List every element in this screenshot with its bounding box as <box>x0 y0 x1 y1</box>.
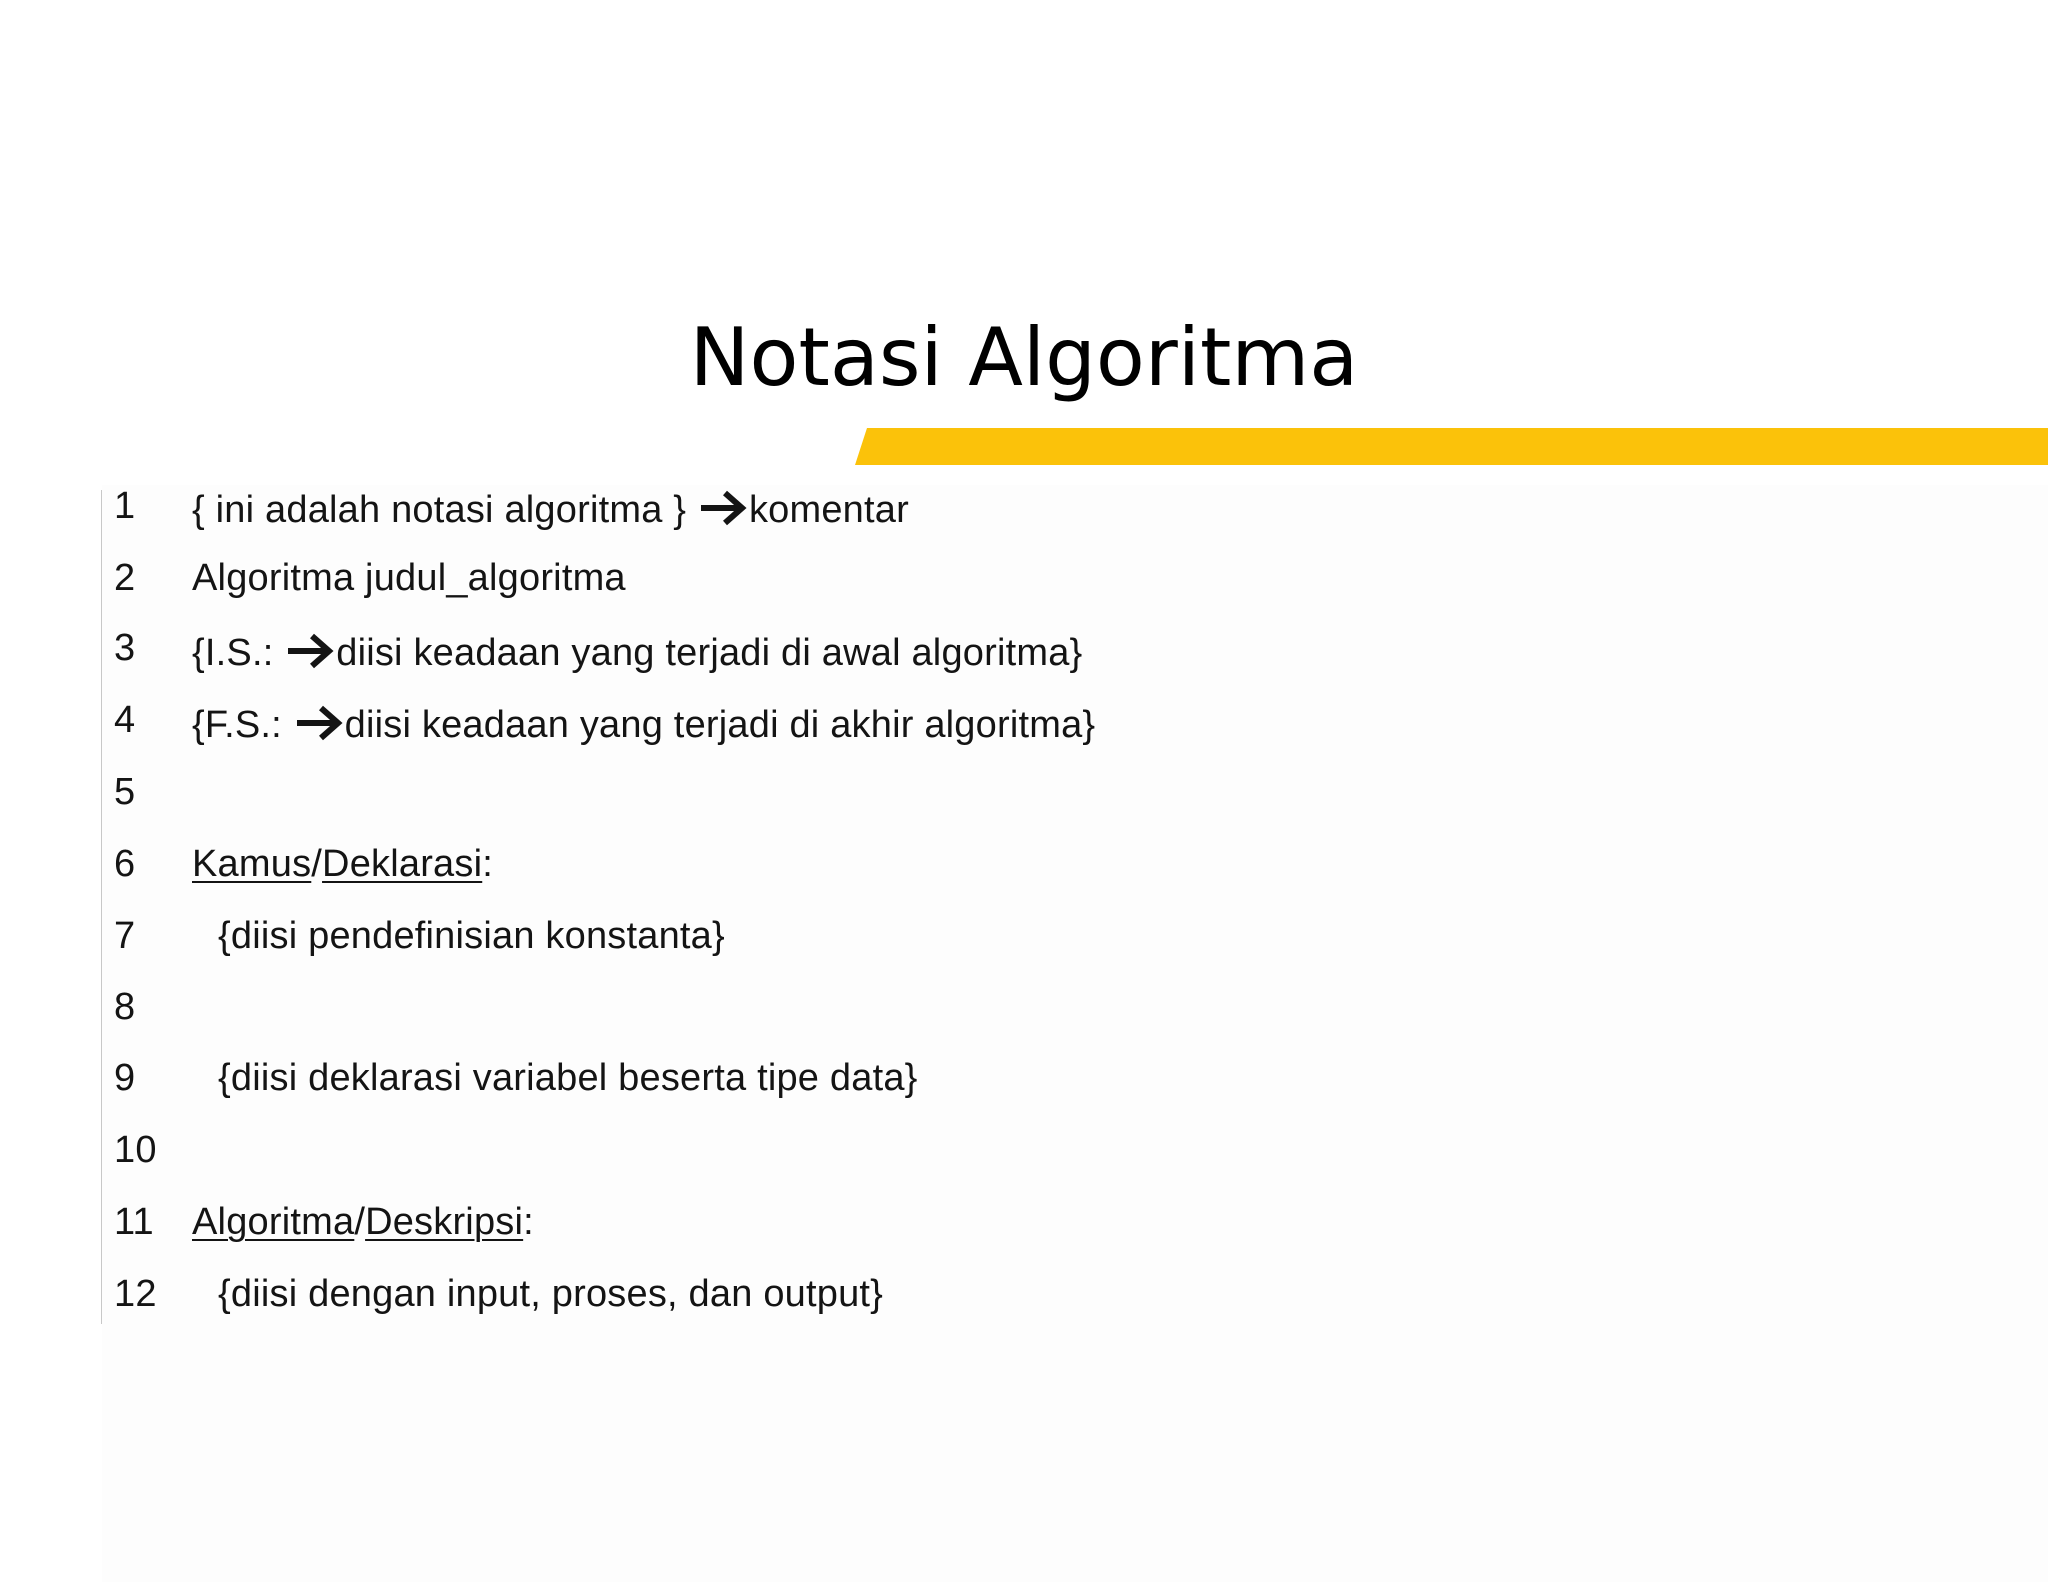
line-number: 10 <box>114 1129 157 1171</box>
line-number: 2 <box>114 557 136 599</box>
line-number: 7 <box>114 915 136 957</box>
code-line-12 <box>0 1273 2048 1333</box>
line-content: Algoritma judul_algoritma <box>192 557 626 599</box>
line-content <box>192 703 1095 747</box>
code-line-7 <box>0 915 2048 975</box>
separator: / <box>354 1201 366 1243</box>
underlined-keyword: Deskripsi <box>365 1201 524 1243</box>
code-line-6 <box>0 843 2048 903</box>
underlined-keyword: Deklarasi <box>322 843 483 885</box>
code-text: { ini adalah notasi algoritma } <box>192 489 697 531</box>
code-line-1 <box>0 485 2048 545</box>
code-line-3 <box>0 627 2048 687</box>
code-line-4 <box>0 699 2048 759</box>
section-heading-kamus <box>192 843 493 886</box>
line-content <box>192 631 1082 675</box>
line-number: 6 <box>114 843 136 885</box>
code-line-10 <box>0 1129 2048 1189</box>
section-heading-algoritma <box>192 1201 534 1244</box>
line-number: 9 <box>114 1057 136 1099</box>
right-arrow-icon <box>284 631 336 671</box>
colon: : <box>482 843 493 885</box>
code-line-5 <box>0 771 2048 831</box>
line-number: 8 <box>114 986 136 1028</box>
code-line-2 <box>0 557 2048 617</box>
colon: : <box>523 1201 534 1243</box>
accent-bar <box>855 428 2048 465</box>
slide-title: Notasi Algoritma <box>689 311 1359 404</box>
line-content <box>192 488 909 532</box>
line-number: 12 <box>114 1273 157 1315</box>
underlined-keyword: Algoritma <box>192 1201 355 1243</box>
line-content: {diisi pendefinisian konstanta} <box>218 915 725 957</box>
line-number: 11 <box>114 1201 154 1243</box>
code-text: komentar <box>748 489 909 531</box>
line-number: 5 <box>114 771 136 813</box>
code-line-11 <box>0 1201 2048 1261</box>
code-line-9 <box>0 1057 2048 1117</box>
code-text: diisi keadaan yang terjadi di awal algoritma} <box>336 632 1083 674</box>
right-arrow-icon <box>293 703 345 743</box>
code-line-8 <box>0 986 2048 1046</box>
line-number: 4 <box>114 699 136 741</box>
code-text: {F.S.: <box>192 704 293 746</box>
line-number: 3 <box>114 627 136 669</box>
line-content: {diisi deklarasi variabel beserta tipe data} <box>218 1057 918 1099</box>
code-text: diisi keadaan yang terjadi di akhir algoritma} <box>344 704 1096 746</box>
underlined-keyword: Kamus <box>192 843 312 885</box>
line-content: {diisi dengan input, proses, dan output} <box>218 1273 884 1315</box>
right-arrow-icon <box>697 488 749 528</box>
line-number: 1 <box>114 485 136 527</box>
separator: / <box>311 843 323 885</box>
code-text: {I.S.: <box>192 632 285 674</box>
